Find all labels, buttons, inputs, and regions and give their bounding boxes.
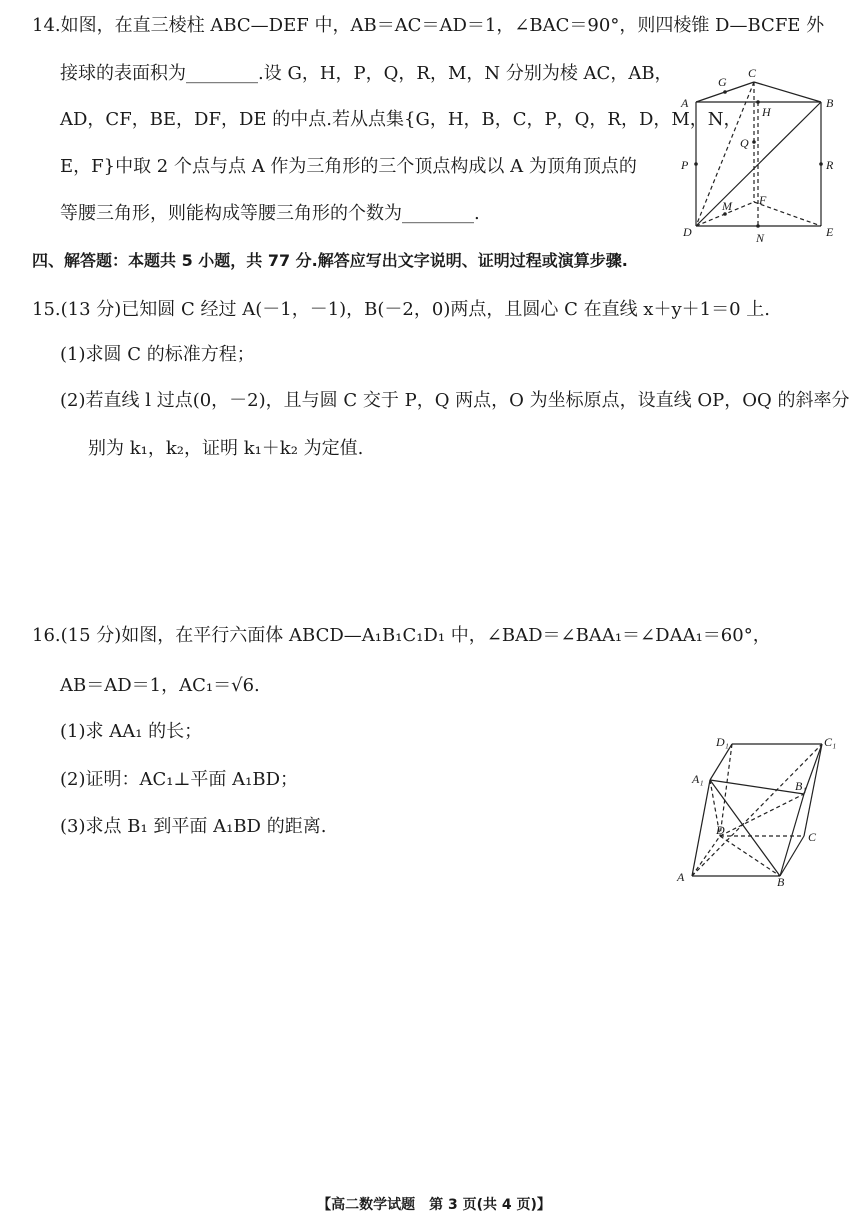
fig14-label-B: B [826, 96, 834, 110]
q14-line-4: E，F}中取 2 个点与点 A 作为三角形的三个顶点构成以 A 为顶角顶点的 [60, 156, 637, 177]
q15-line-3: (2)若直线 l 过点(0，－2)，且与圆 C 交于 P，Q 两点，O 为坐标原点，设直线 OP，OQ 的斜率分 [60, 390, 850, 411]
q14-line-3: AD，CF，BE，DF，DE 的中点.若从点集{G，H，B，C，P，Q，R，D，M，N， [60, 109, 742, 130]
fig14-label-G: G [718, 75, 727, 89]
fig14-label-F: F [759, 193, 767, 207]
fig14-label-D: D [683, 225, 692, 239]
fig16-label-B1: B₁ [795, 779, 807, 793]
fig16-label-B: B [777, 875, 785, 888]
fig14-label-N: N [756, 231, 765, 244]
q14-line-1: 14.如图，在直三棱柱 ABC—DEF 中，AB＝AC＝AD＝1，∠BAC＝90°，则四棱锥 D—BCFE 外 [32, 15, 825, 36]
fig16-label-A1: A₁ [692, 772, 704, 786]
q14-line-2: 接球的表面积为________.设 G，H，P，Q，R，M，N 分别为棱 AC，AB， [60, 63, 673, 84]
fig16-label-D: D [716, 823, 725, 837]
q15-line-1: 15.(13 分)已知圆 C 经过 A(－1，－1)，B(－2，0)两点，且圆心 C 在直线 x＋y＋1＝0 上. [32, 299, 770, 320]
fig16-label-D1: D₁ [716, 735, 729, 749]
q14-prism-figure [676, 64, 846, 244]
q16-line-1: 16.(15 分)如图，在平行六面体 ABCD—A₁B₁C₁D₁ 中，∠BAD＝∠BAA₁＝∠DAA₁＝60°， [32, 625, 771, 646]
fig14-label-H: H [762, 105, 771, 119]
fig14-label-R: R [826, 158, 834, 172]
q16-line-3: (1)求 AA₁ 的长； [60, 721, 203, 742]
fig14-label-P: P [681, 158, 689, 172]
q16-parallelepiped-figure [672, 728, 842, 888]
fig14-label-M: M [722, 199, 732, 213]
q14-line-5: 等腰三角形，则能构成等腰三角形的个数为________. [60, 203, 480, 224]
q16-line-5: (3)求点 B₁ 到平面 A₁BD 的距离. [60, 816, 327, 837]
fig14-label-A: A [681, 96, 689, 110]
fig16-label-C: C [808, 830, 817, 844]
q16-line-4: (2)证明：AC₁⊥平面 A₁BD； [60, 769, 299, 790]
section-4-heading: 四、解答题：本题共 5 小题，共 77 分.解答应写出文字说明、证明过程或演算步骤. [32, 251, 628, 270]
page-footer: 【高二数学试题 第 3 页(共 4 页)】 [317, 1197, 551, 1213]
q15-line-2: (1)求圆 C 的标准方程； [60, 344, 255, 365]
fig16-label-A: A [677, 870, 685, 884]
q16-line-2: AB＝AD＝1，AC₁＝√6. [60, 675, 260, 696]
fig16-label-C1: C₁ [824, 735, 837, 749]
fig14-label-Q: Q [740, 136, 749, 150]
q15-line-4: 别为 k₁，k₂，证明 k₁＋k₂ 为定值. [88, 438, 364, 459]
fig14-label-C: C [748, 66, 757, 80]
fig14-label-E: E [826, 225, 834, 239]
